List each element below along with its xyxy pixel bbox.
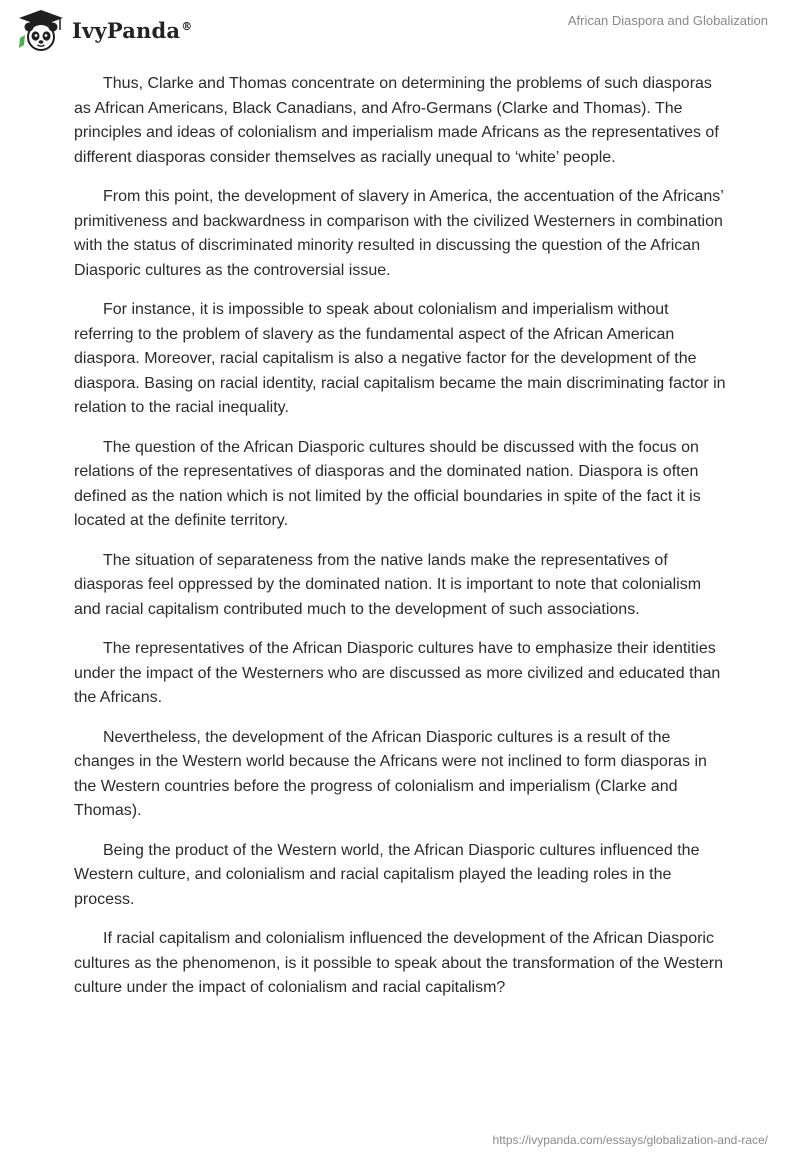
paragraph: From this point, the development of slavery in America, the accentuation of the Africans’ primitiveness and backwardness in comparison with the civilized Westerners in combination with the status of discriminated minority resulted in discussing the question of the African Diasporic cultures as the controversial issue. [74, 188, 724, 279]
brand-logo[interactable] [16, 8, 192, 52]
paragraph: The situation of separateness from the native lands make the representatives of diasporas feel oppressed by the dominated nation. It is important to note that colonialism and racial capitalism contributed much to the development of such associations. [74, 551, 702, 618]
essay-body [74, 72, 726, 1016]
source-url[interactable]: https://ivypanda.com/essays/globalization-and-race/ [492, 1133, 768, 1147]
paragraph: The representatives of the African Diasporic cultures have to emphasize their identities under the impact of the Westerners who are discussed as more civilized and educated than the Africans. [74, 640, 721, 706]
paragraph: The question of the African Diasporic cultures should be discussed with the focus on relations of the representatives of diasporas and the dominated nation. Diaspora is often defined as the nation which is not limited by the official boundaries in spite of the fact it is located at the definite territory. [74, 438, 701, 529]
paragraph: If racial capitalism and colonialism influenced the development of the African Diasporic cultures as the phenomenon, is it possible to speak about the transformation of the Western culture under the impact of colonialism and racial capitalism? [74, 930, 723, 996]
paragraph: For instance, it is impossible to speak about colonialism and imperialism without referring to the problem of slavery as the fundamental aspect of the African American diaspora. Moreover, racial capitalism is also a negative factor for the development of the diaspora. Basing on racial identity, racial capitalism became the main discriminating factor in relation to the racial inequality. [74, 301, 726, 416]
panda-graduate-icon [16, 8, 66, 52]
paragraph: Nevertheless, the development of the African Diasporic cultures is a result of the changes in the Western world because the Africans were not inclined to form diasporas in the Western countries before the progress of colonialism and imperialism (Clarke and Thomas). [74, 728, 707, 819]
document-title: African Diaspora and Globalization [567, 13, 768, 28]
paragraph: Being the product of the Western world, the African Diasporic cultures influenced the Western culture, and colonialism and racial capitalism played the leading roles in the process. [74, 841, 700, 908]
paragraph: Thus, Clarke and Thomas concentrate on determining the problems of such diasporas as African Americans, Black Canadians, and Afro-Germans (Clarke and Thomas). The principles and ideas of colonialism and imperialism made Africans as the representatives of different diasporas consider themselves as racially unequal to ‘white’ people. [74, 75, 719, 166]
registered-mark: ® [181, 19, 193, 33]
page-header [0, 0, 800, 60]
brand-name: IvyPanda® [72, 17, 193, 43]
